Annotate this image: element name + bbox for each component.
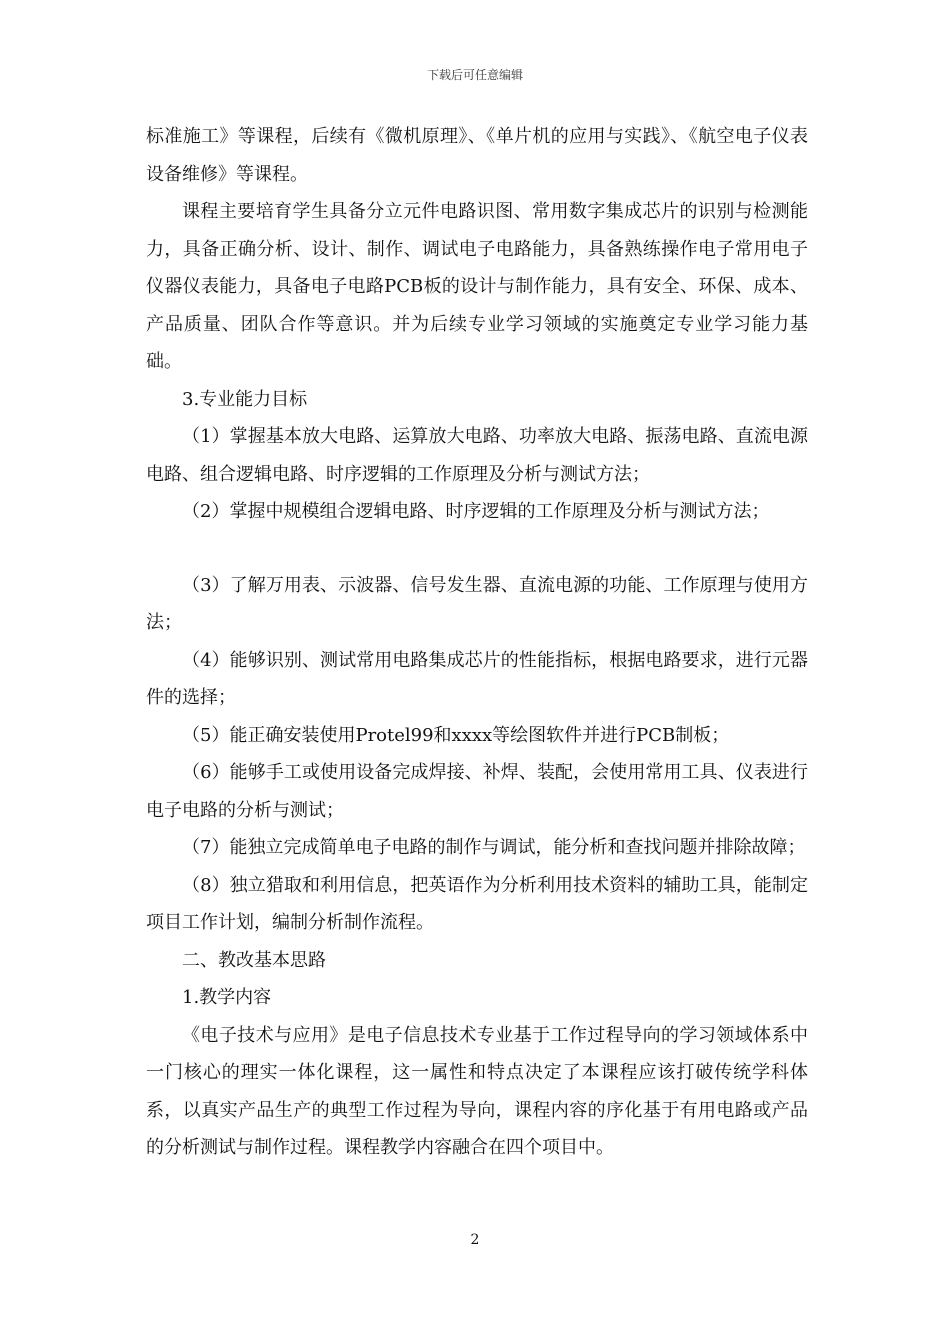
list-item-goal-3: （3）了解万用表、示波器、信号发生器、直流电源的功能、工作原理与使用方法； bbox=[146, 574, 808, 633]
subsection-heading-content: 1.教学内容 bbox=[182, 987, 272, 1008]
list-item-goal-5: （5）能正确安装使用Protel99和xxxx等绘图软件并进行PCB制板； bbox=[182, 724, 730, 746]
list-item-goal-8: （8）独立猎取和利用信息，把英语作为分析利用技术资料的辅助工具，能制定项目工作计划，编制分析制作流程。 bbox=[146, 874, 808, 933]
paragraph-course-goals: 课程主要培育学生具备分立元件电路识图、常用数字集成芯片的识别与检测能力，具备正确分析、设计、制作、调试电子电路能力，具备熟练操作电子常用电子仪器仪表能力，具备电子电路PCB板的设计与制作能力，具有安全、环保、成本、产品质量、团队合作等意识。并为后续专业学习领域的实施奠定专业学习能力基础。 bbox=[146, 201, 808, 372]
list-item-goal-2: （2）掌握中规模组合逻辑电路、时序逻辑的工作原理及分析与测试方法； bbox=[182, 501, 770, 522]
section-heading-reform: 二、教改基本思路 bbox=[182, 949, 326, 971]
list-item-goal-6: （6）能够手工或使用设备完成焊接、补焊、装配，会使用常用工具、仪表进行电子电路的分析与测试； bbox=[146, 762, 808, 821]
page-header: 下载后可任意编辑 bbox=[426, 68, 523, 82]
paragraph-course-description: 《电子技术与应用》是电子信息技术专业基于工作过程导向的学习领域体系中一门核心的理实一体化课程，这一属性和特点决定了本课程应该打破传统学科体系，以真实产品生产的典型工作过程为导向，课程内容的序化基于有用电路或产品的分析测试与制作过程。课程教学内容融合在四个项目中。 bbox=[146, 1024, 808, 1158]
document-body bbox=[146, 118, 808, 1167]
paragraph-prior-courses: 标准施工》等课程，后续有《微机原理》、《单片机的应用与实践》、《航空电子仪表设备维修》等课程。 bbox=[146, 126, 808, 185]
section-heading-ability-goals: 3.专业能力目标 bbox=[182, 388, 308, 410]
blank-line bbox=[146, 531, 808, 567]
list-item-goal-1: （1）掌握基本放大电路、运算放大电路、功率放大电路、振荡电路、直流电源电路、组合逻辑电路、时序逻辑的工作原理及分析与测试方法； bbox=[146, 426, 808, 485]
list-item-goal-7: （7）能独立完成简单电子电路的制作与调试，能分析和查找问题并排除故障； bbox=[182, 837, 806, 858]
page-number: 2 bbox=[470, 1232, 480, 1248]
list-item-goal-4: （4）能够识别、测试常用电路集成芯片的性能指标，根据电路要求，进行元器件的选择； bbox=[146, 649, 808, 708]
